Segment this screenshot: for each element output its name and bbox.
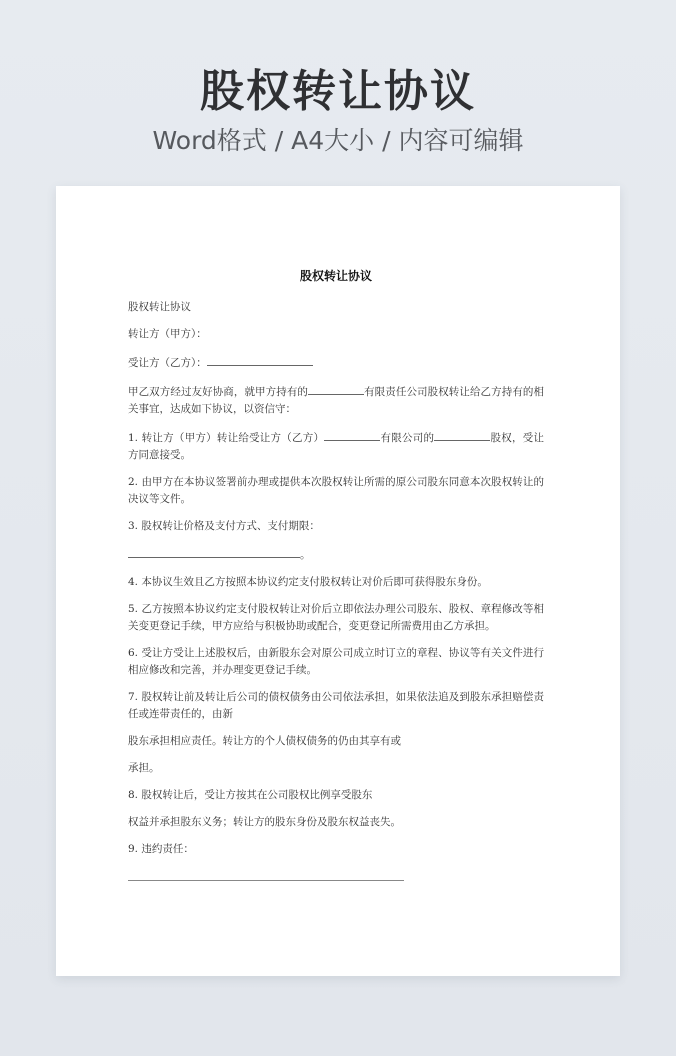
clause-7-continued: 股东承担相应责任。转让方的个人债权债务的仍由其享有或: [128, 735, 401, 747]
clause-7-end: 承担。: [128, 762, 160, 774]
party-a-line: [128, 326, 544, 343]
intro-paragraph: [128, 382, 544, 418]
clause-9: 9. 违约责任：: [128, 843, 194, 855]
clause-1-blank-1[interactable]: [324, 428, 380, 441]
party-b-blank[interactable]: [207, 353, 313, 366]
clause-4: 4. 本协议生效且乙方按照本协议约定支付股权转让对价后即可获得股东身份。: [128, 576, 488, 588]
clause-2: 2. 由甲方在本协议签署前办理或提供本次股权转让所需的原公司股东同意本次股权转让的决议等文件。: [128, 476, 544, 505]
banner-subtitle: Word格式 / A4大小 / 内容可编辑: [152, 126, 524, 155]
document-title: 股权转让协议: [299, 269, 372, 283]
clause-1-text-c: 股权，受让方同意接受。: [128, 432, 545, 461]
clause-8-continued: 权益并承担股东义务；转让方的股东身份及股东权益丧失。: [128, 816, 401, 828]
company-blank[interactable]: [308, 382, 364, 395]
clause-9-blank[interactable]: [128, 868, 404, 881]
clause-3-blank-line: [128, 545, 544, 564]
document-body: [128, 268, 544, 881]
party-a-label: 转让方（甲方）：: [128, 328, 207, 340]
clause-3-end: 。: [300, 549, 311, 561]
clause-1: [128, 428, 544, 464]
clause-1-text-b: 有限公司的: [380, 432, 435, 444]
document-page: [56, 186, 620, 976]
banner: [0, 62, 676, 158]
party-b-line: [128, 353, 544, 372]
party-b-label: 受让方（乙方）：: [128, 357, 207, 369]
clause-3: 3. 股权转让价格及支付方式、支付期限：: [128, 520, 320, 532]
intro-text-2: 有限责任公司股权转让给乙方持有的相关事宜，达成如下协议，以资信守：: [128, 386, 544, 415]
clause-3-blank[interactable]: [128, 545, 300, 558]
clause-1-blank-2[interactable]: [434, 428, 490, 441]
banner-title: 股权转让协议: [200, 66, 476, 117]
clause-7: 7. 股权转让前及转让后公司的债权债务由公司依法承担，如果依法追及到股东承担赔偿责任或连带责任的，由新: [128, 691, 544, 720]
clause-6: 6. 受让方受让上述股权后，由新股东会对原公司成立时订立的章程、协议等有关文件进行相应修改和完善，并办理变更登记手续。: [128, 647, 544, 676]
clause-1-text-a: 1. 转让方（甲方）转让给受让方（乙方）: [128, 432, 325, 444]
clause-5: 5. 乙方按照本协议约定支付股权转让对价后立即依法办理公司股东、股权、章程修改等相关变更登记手续，甲方应给与积极协助或配合，变更登记所需费用由乙方承担。: [128, 603, 544, 632]
clause-8: 8. 股权转让后，受让方按其在公司股权比例享受股东: [128, 789, 373, 801]
intro-text-1: 甲乙双方经过友好协商，就甲方持有的: [128, 386, 308, 398]
document-heading: 股权转让协议: [128, 301, 191, 313]
